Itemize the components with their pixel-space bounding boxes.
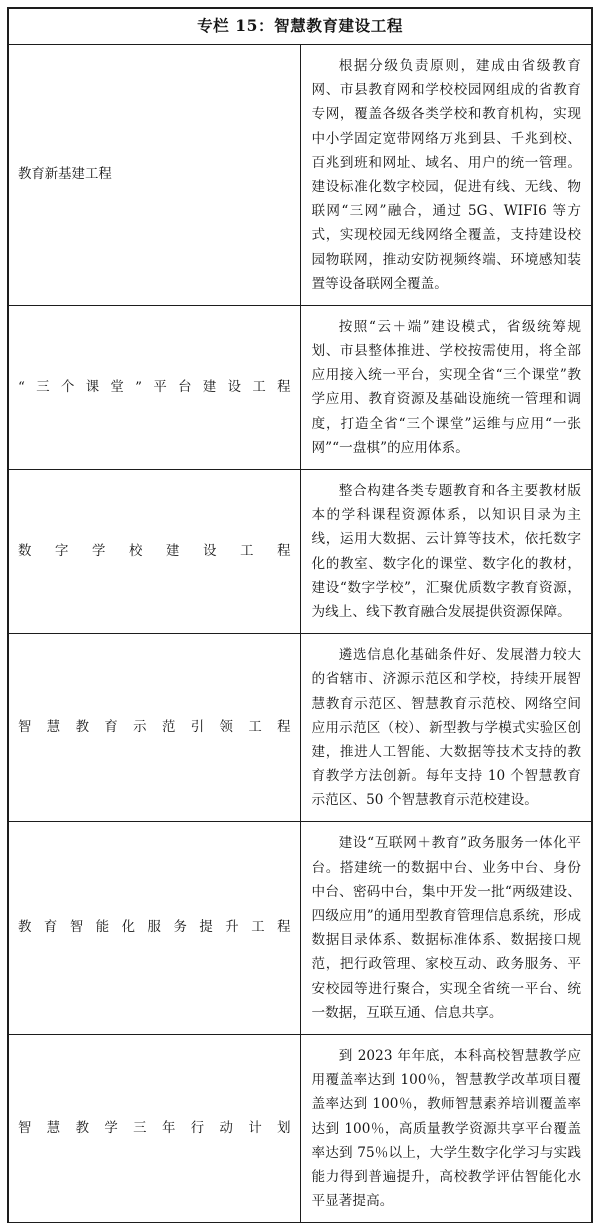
row-label-digital-school: 数字学校建设工程 <box>9 470 301 634</box>
row-description-smart-teaching-three-year-plan: 到 2023 年年底，本科高校智慧教学应用覆盖率达到 100％，智慧教学改革项目覆盖率达到 100％，教师智慧素养培训覆盖率达到 100％，高质量教学资源共享平台覆盖率达到 75％以上，大学生数字化学习与实践能力得到普遍提升，高校教学评估智能化水平显著提高。 <box>300 1034 592 1222</box>
table-row <box>9 470 592 634</box>
page-title: 专栏 15：智慧教育建设工程 <box>9 9 592 45</box>
row-label-intelligent-service-upgrade: 教育智能化服务提升工程 <box>9 822 301 1035</box>
row-label-smart-education-demonstration: 智慧教育示范引领工程 <box>9 634 301 822</box>
row-description-three-classrooms-platform: 按照“云＋端”建设模式，省级统筹规划、市县整体推进、学校按需使用，将全部应用接入统一平台，实现全省“三个课堂”教学应用、教育资源及基础设施统一管理和调度，打造全省“三个课堂”运维与应用“一张网”“一盘棋”的应用体系。 <box>300 305 592 469</box>
row-description-smart-education-demonstration: 遴选信息化基础条件好、发展潜力较大的省辖市、济源示范区和学校，持续开展智慧教育示范区、智慧教育示范校、网络空间应用示范区（校）、新型教与学模式实验区创建，推进人工智能、大数据等技术支持的教育教学方法创新。每年支持 10 个智慧教育示范区、50 个智慧教育示范校建设。 <box>300 634 592 822</box>
row-label-smart-teaching-three-year-plan: 智慧教学三年行动计划 <box>9 1034 301 1222</box>
table-row <box>9 45 592 306</box>
row-description-digital-school: 整合构建各类专题教育和各主要教材版本的学科课程资源体系，以知识目录为主线，运用大数据、云计算等技术，依托数字化的教室、数字化的课堂、数字化的教材，建设“数字学校”，汇聚优质数字教育资源，为线上、线下教育融合发展提供资源保障。 <box>300 470 592 634</box>
table-row <box>9 822 592 1035</box>
special-column-table <box>8 8 592 1223</box>
table-row <box>9 305 592 469</box>
row-description-intelligent-service-upgrade: 建设“互联网＋教育”政务服务一体化平台。搭建统一的数据中台、业务中台、身份中台、密码中台，集中开发一批“两级建设、四级应用”的通用型教育管理信息系统，形成数据目录体系、数据标准体系、数据接口规范，把行政管理、家校互动、政务服务、平安校园等进行聚合，实现全省统一平台、统一数据，互联互通、信息共享。 <box>300 822 592 1035</box>
row-label-education-new-infrastructure: 教育新基建工程 <box>9 45 301 306</box>
table-title-row <box>9 9 592 45</box>
table-row <box>9 634 592 822</box>
row-label-three-classrooms-platform: “三个课堂”平台建设工程 <box>9 305 301 469</box>
table-row <box>9 1034 592 1222</box>
row-description-education-new-infrastructure: 根据分级负责原则，建成由省级教育网、市县教育网和学校校园网组成的省教育专网，覆盖各级各类学校和教育机构，实现中小学固定宽带网络万兆到县、千兆到校、百兆到班和网址、域名、用户的统一管理。建设标准化数字校园，促进有线、无线、物联网“三网”融合，通过 5G、WIFI6 等方式，实现校园无线网络全覆盖，支持建设校园物联网，推动安防视频终端、环境感知装置等设备联网全覆盖。 <box>300 45 592 306</box>
